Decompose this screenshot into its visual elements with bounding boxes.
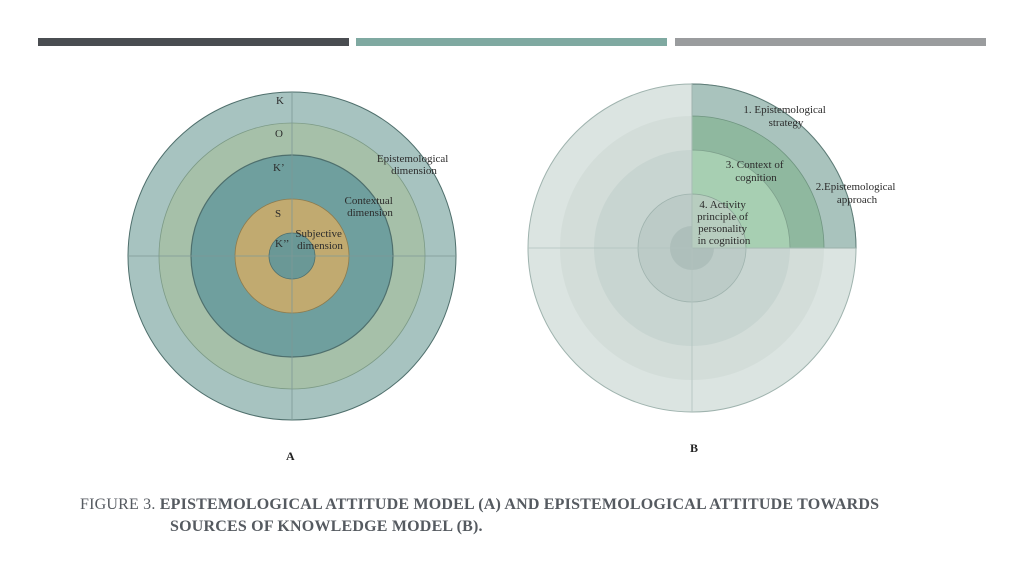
- b-activity-label-line2: principle of: [697, 211, 749, 223]
- b-context-label-line2: cognition: [735, 172, 777, 184]
- b-panel-label: B: [690, 441, 699, 455]
- a-label-o: O: [275, 128, 283, 140]
- b-activity-label-line4: in cognition: [697, 235, 751, 247]
- diagram-a: [128, 92, 456, 463]
- a-label-k-prime: K’: [273, 162, 285, 174]
- a-label-k-double-prime: K’’: [275, 238, 290, 250]
- a-subjective-label-line2: dimension: [297, 240, 343, 252]
- a-subjective-dimension-label: [295, 228, 344, 252]
- b-activity-label-line1: 4. Activity: [699, 199, 746, 211]
- a-contextual-label-line1: Contextual: [344, 195, 393, 207]
- a-epistemological-label-line2: dimension: [391, 165, 437, 177]
- a-contextual-label-line2: dimension: [347, 207, 393, 219]
- a-contextual-dimension-label: [344, 195, 395, 219]
- figure-caption: [80, 494, 980, 538]
- caption-title-line1: EPISTEMOLOGICAL ATTITUDE MODEL (A) AND EPISTEMOLOGICAL ATTITUDE TOWARDS: [159, 496, 880, 513]
- diagram-b: [528, 84, 898, 455]
- b-strategy-label-line1: 1. Epistemological: [743, 104, 826, 116]
- caption-prefix: FIGURE 3.: [80, 496, 156, 513]
- b-activity-label-line3: personality: [698, 223, 748, 235]
- a-panel-label: A: [286, 449, 295, 463]
- b-activity-label: [697, 199, 751, 247]
- caption-title-line2: SOURCES OF KNOWLEDGE MODEL (B).: [170, 518, 483, 535]
- b-context-label-line1: 3. Context of: [725, 159, 784, 171]
- b-approach-label-line1: 2.Epistemological: [815, 181, 896, 193]
- a-label-s: S: [275, 208, 282, 220]
- a-subjective-label-line1: Subjective: [295, 228, 342, 240]
- a-epistemological-label-line1: Epistemological: [376, 153, 449, 165]
- b-strategy-label-line2: strategy: [768, 117, 804, 129]
- b-approach-label-line2: approach: [836, 194, 878, 206]
- a-label-k: K: [276, 95, 284, 107]
